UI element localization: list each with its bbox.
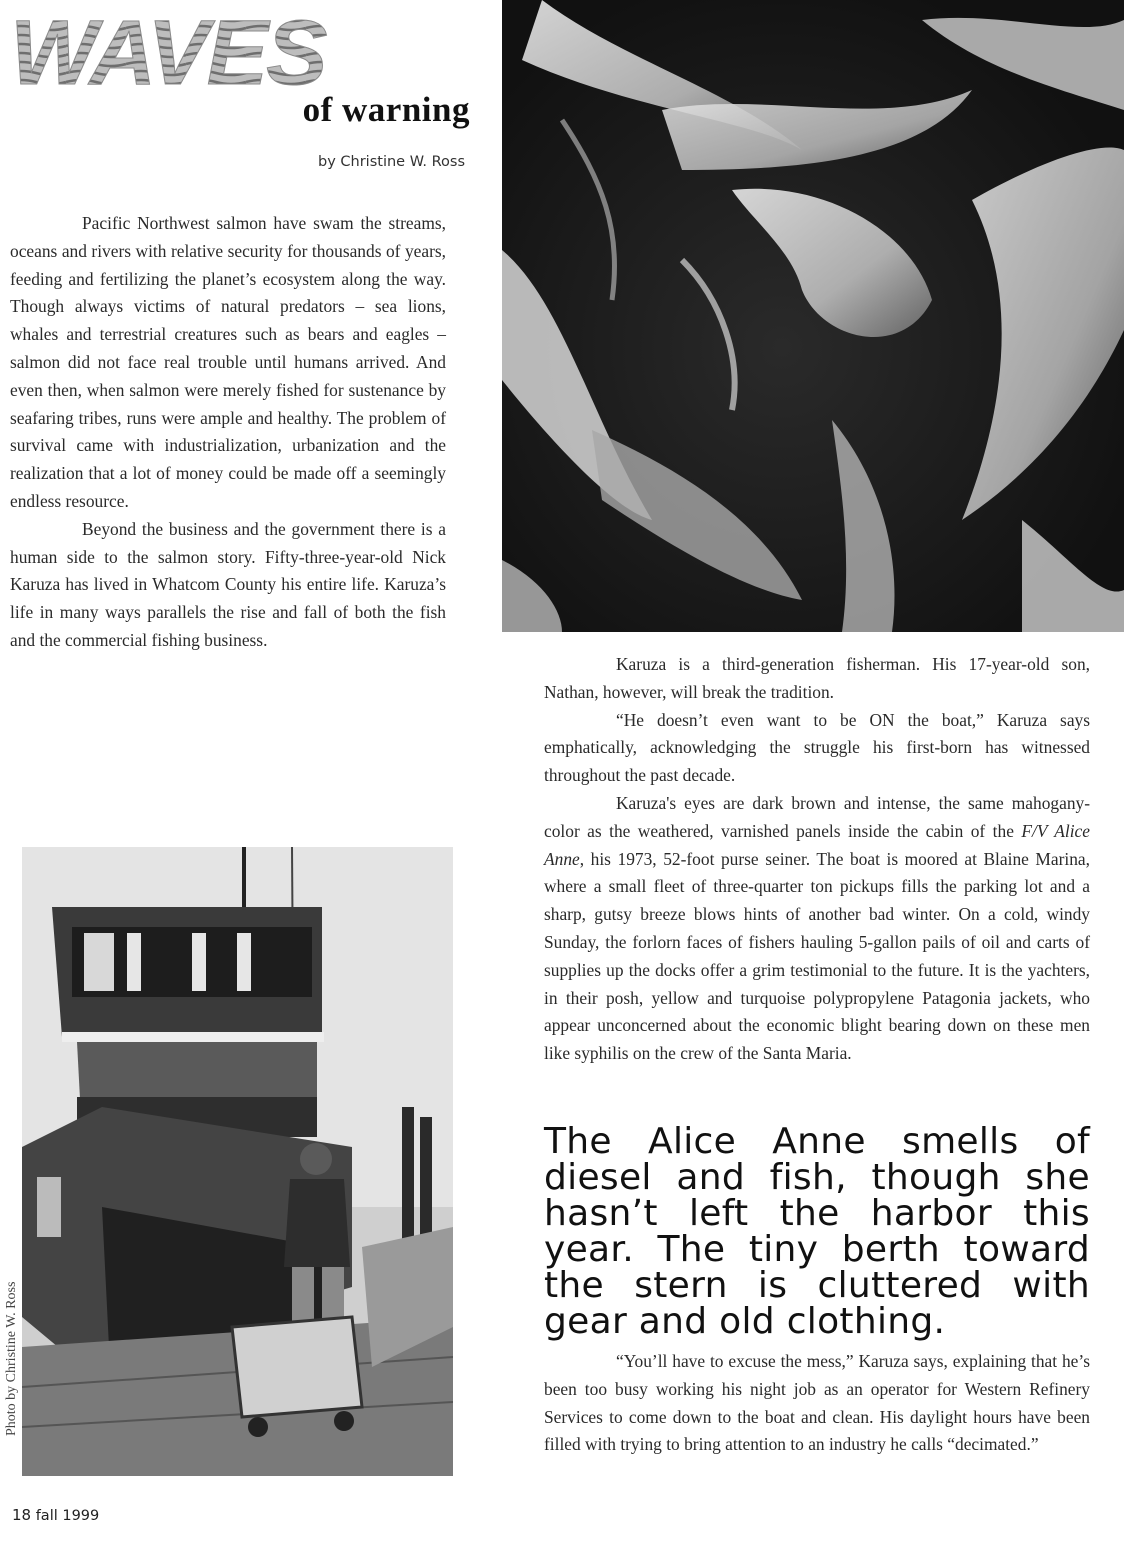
intro-column: [10, 210, 446, 655]
issue-label: fall 1999: [35, 1508, 100, 1524]
paragraph-third-generation: Karuza is a third-generation fisherman. His 17-year-old son, Nathan, however, will break the tradition.: [544, 654, 1090, 702]
intro-paragraph-2: Beyond the business and the government there is a human side to the salmon story. Fifty-three-year-old Nick Karuza has lived in Whatcom County his entire life. Karuza’s life in many ways parallels the rise and fall of both the fish and the commercial fishing business.: [10, 518, 446, 650]
byline: by Christine W. Ross: [318, 154, 465, 170]
vessel-name: F/V Alice Anne: [544, 820, 1090, 869]
page-number: 18: [12, 1506, 32, 1524]
article-column-right: [544, 651, 1090, 1068]
title-waves: [6, 6, 346, 94]
paragraph-closing: “You’ll have to excuse the mess,” Karuza says, explaining that he’s been too busy working his night job as an operator for Western Refinery Services to come down to the boat and clean. His daylight hours have been filled with trying to bring attention to an industry he calls “decimated.”: [544, 1351, 1090, 1455]
boat-photo: [22, 847, 453, 1476]
paragraph-eyes: [544, 790, 1090, 1068]
salmon-photo: [502, 0, 1124, 632]
waves-title-graphic: [6, 6, 346, 94]
eyes-text-after: , his 1973, 52-foot purse seiner. The boat is moored at Blaine Marina, where a small fleet of three-quarter ton pickups fills the parking lot and a sharp, gutsy breeze blows hints of another bad winter. On a cold, windy Sunday, the forlorn faces of fishers hauling 5-gallon pails of oil and carts of supplies up the docks offer a grim testimonial to the future. It is the yachters, in their posh, yellow and turquoise polypropylene Patagonia jackets, who appear unconcerned about the economic blight bearing down on these men like syphilis on the crew of the Santa Maria.: [544, 848, 1090, 1064]
photo-credit: Photo by Christine W. Ross: [4, 1281, 19, 1436]
intro-paragraph-1: Pacific Northwest salmon have swam the streams, oceans and rivers with relative security for thousands of years, feeding and fertilizing the planet’s ecosystem along the way. Though always victims of natural predators – sea lions, whales and terrestrial creatures such as bears and eagles – salmon did not face real trouble until humans arrived. And even then, when salmon were merely fished for sustenance by seafaring tribes, runs were ample and healthy. The problem of survival came with industrialization, urbanization and the realization that a lot of money could be made off a seemingly endless resource.: [10, 213, 446, 511]
eyes-text-before: Karuza's eyes are dark brown and intense, the same mahogany-color as the weathered, varnished panels inside the cabin of the: [544, 792, 1090, 841]
page-footer: [12, 1506, 99, 1524]
paragraph-quote-son: “He doesn’t even want to be ON the boat,” Karuza says emphatically, acknowledging the struggle his first-born has witnessed throughout the past decade.: [544, 709, 1090, 786]
title-main: WAVES: [10, 6, 326, 94]
pull-quote: The Alice Anne smells of diesel and fish, though she hasn’t left the harbor this year. The tiny berth toward the stern is cluttered with gear and old clothing.: [544, 1121, 1090, 1342]
article-column-right-lower: [544, 1348, 1090, 1459]
title-sub: of warning: [302, 90, 470, 129]
